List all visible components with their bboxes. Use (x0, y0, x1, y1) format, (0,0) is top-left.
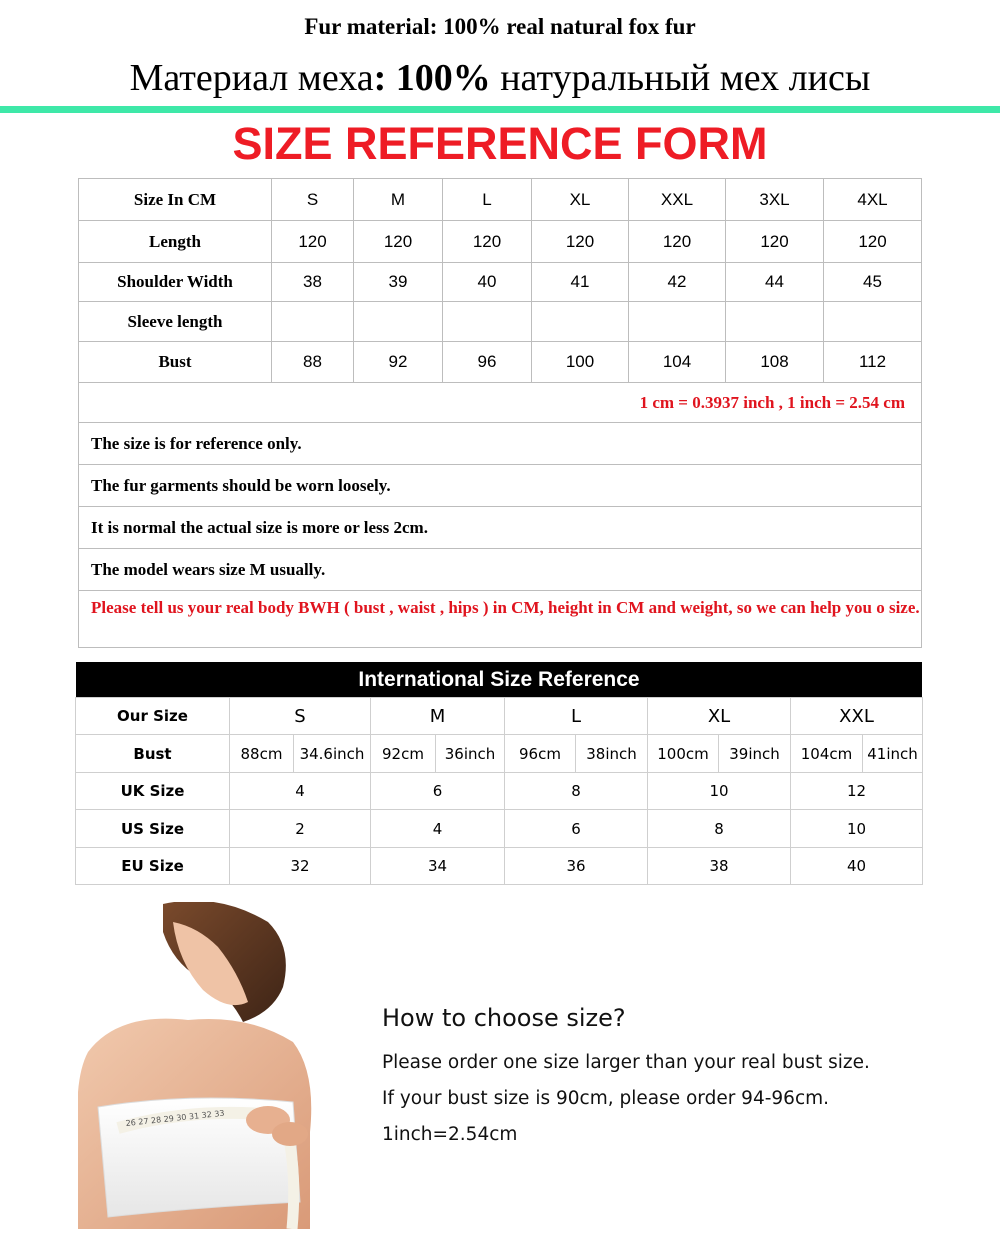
title-russian-part-2: : 100% (373, 57, 491, 99)
international-size-table (75, 697, 923, 885)
table-cell (532, 302, 629, 342)
intl-header-row (76, 698, 923, 735)
table-cell: 120 (824, 221, 922, 263)
table-cell: 32 (230, 848, 371, 885)
how-to-line: 1inch=2.54cm (382, 1124, 518, 1145)
intl-size-xl: XL (648, 698, 791, 735)
table-cell (629, 302, 726, 342)
table-cell: 8 (505, 773, 648, 810)
table-cell: 2 (230, 810, 371, 848)
table-cell: 96 (443, 342, 532, 383)
length-row (79, 221, 922, 263)
table-cell: 120 (443, 221, 532, 263)
bust-row (79, 342, 922, 383)
row-label-length: Length (79, 221, 272, 263)
model-measuring-photo (78, 902, 340, 1229)
table-cell: 38 (272, 263, 354, 302)
table-cell: 100cm (648, 735, 719, 773)
us-size-row (76, 810, 923, 848)
intl-row-label-us: US Size (76, 810, 230, 848)
table-cell: 8 (648, 810, 791, 848)
table-cell: 92cm (371, 735, 436, 773)
intl-size-l: L (505, 698, 648, 735)
table-cell: 6 (505, 810, 648, 848)
table-cell: 88cm (230, 735, 294, 773)
uk-size-row (76, 773, 923, 810)
shoulder-row (79, 263, 922, 302)
size-header-4xl: 4XL (824, 179, 922, 221)
note-row (79, 423, 922, 465)
green-divider (0, 106, 1000, 113)
table-cell: 120 (726, 221, 824, 263)
size-form-heading: SIZE REFERENCE FORM (232, 118, 768, 169)
table-cell (272, 302, 354, 342)
row-label-bust: Bust (79, 342, 272, 383)
note-row (79, 465, 922, 507)
table-cell: 120 (272, 221, 354, 263)
intl-corner-label: Our Size (76, 698, 230, 735)
note-row (79, 549, 922, 591)
eu-size-row (76, 848, 923, 885)
title-russian (0, 56, 1000, 100)
table-cell: 120 (629, 221, 726, 263)
intl-row-label-uk: UK Size (76, 773, 230, 810)
international-size-heading: International Size Reference (76, 662, 922, 697)
table-cell: 112 (824, 342, 922, 383)
table-cell: 44 (726, 263, 824, 302)
how-to-line: Please order one size larger than your real bust size. (382, 1052, 870, 1073)
table-cell: 42 (629, 263, 726, 302)
table-cell: 36 (505, 848, 648, 885)
how-to-choose-title: How to choose size? (382, 1004, 626, 1032)
intl-size-m: M (371, 698, 505, 735)
sleeve-row (79, 302, 922, 342)
request-row (79, 591, 922, 648)
size-header-xxl: XXL (629, 179, 726, 221)
table-cell: 34 (371, 848, 505, 885)
title-english: Fur material: 100% real natural fox fur (304, 14, 696, 39)
note-row (79, 507, 922, 549)
size-header-row (79, 179, 922, 221)
title-russian-part-1: Материал меха (129, 57, 374, 99)
table-cell: 6 (371, 773, 505, 810)
request-text: Please tell us your real body BWH ( bust , waist , hips ) in CM, height in CM and weight, so we can help you o size. (79, 591, 922, 648)
table-cell: 120 (532, 221, 629, 263)
note-text: The model wears size M usually. (79, 549, 922, 591)
intl-size-s: S (230, 698, 371, 735)
table-cell: 40 (791, 848, 923, 885)
table-cell (726, 302, 824, 342)
table-cell: 104 (629, 342, 726, 383)
conversion-row (79, 383, 922, 423)
table-cell: 92 (354, 342, 443, 383)
title-russian-part-3: натуральный мех лисы (490, 57, 871, 99)
table-cell: 108 (726, 342, 824, 383)
how-to-line: If your bust size is 90cm, please order 94-96cm. (382, 1088, 830, 1109)
table-cell: 10 (791, 810, 923, 848)
note-text: The fur garments should be worn loosely. (79, 465, 922, 507)
table-cell: 36inch (436, 735, 505, 773)
size-header-3xl: 3XL (726, 179, 824, 221)
size-header-m: M (354, 179, 443, 221)
note-text: It is normal the actual size is more or less 2cm. (79, 507, 922, 549)
table-cell: 41inch (863, 735, 923, 773)
table-cell: 104cm (791, 735, 863, 773)
intl-row-label-bust: Bust (76, 735, 230, 773)
intl-size-xxl: XXL (791, 698, 923, 735)
intl-row-label-eu: EU Size (76, 848, 230, 885)
conversion-text: 1 cm = 0.3937 inch , 1 inch = 2.54 cm (79, 383, 922, 423)
table-cell: 41 (532, 263, 629, 302)
table-cell: 12 (791, 773, 923, 810)
model-illustration (78, 902, 340, 1229)
table-cell (824, 302, 922, 342)
size-header-xl: XL (532, 179, 629, 221)
row-label-sleeve: Sleeve length (79, 302, 272, 342)
table-cell (443, 302, 532, 342)
table-cell: 38 (648, 848, 791, 885)
table-cell: 38inch (576, 735, 648, 773)
size-reference-table (78, 178, 922, 648)
size-corner-label: Size In CM (79, 179, 272, 221)
tape-numbers: 26 27 28 29 30 31 32 33 (125, 1108, 225, 1128)
table-cell: 4 (371, 810, 505, 848)
row-label-shoulder: Shoulder Width (79, 263, 272, 302)
intl-bust-row (76, 735, 923, 773)
table-cell: 10 (648, 773, 791, 810)
size-header-l: L (443, 179, 532, 221)
size-header-s: S (272, 179, 354, 221)
table-cell (354, 302, 443, 342)
table-cell: 120 (354, 221, 443, 263)
note-text: The size is for reference only. (79, 423, 922, 465)
table-cell: 96cm (505, 735, 576, 773)
table-cell: 4 (230, 773, 371, 810)
table-cell: 39 (354, 263, 443, 302)
table-cell: 34.6inch (294, 735, 371, 773)
table-cell: 100 (532, 342, 629, 383)
table-cell: 88 (272, 342, 354, 383)
table-cell: 39inch (719, 735, 791, 773)
table-cell: 45 (824, 263, 922, 302)
table-cell: 40 (443, 263, 532, 302)
